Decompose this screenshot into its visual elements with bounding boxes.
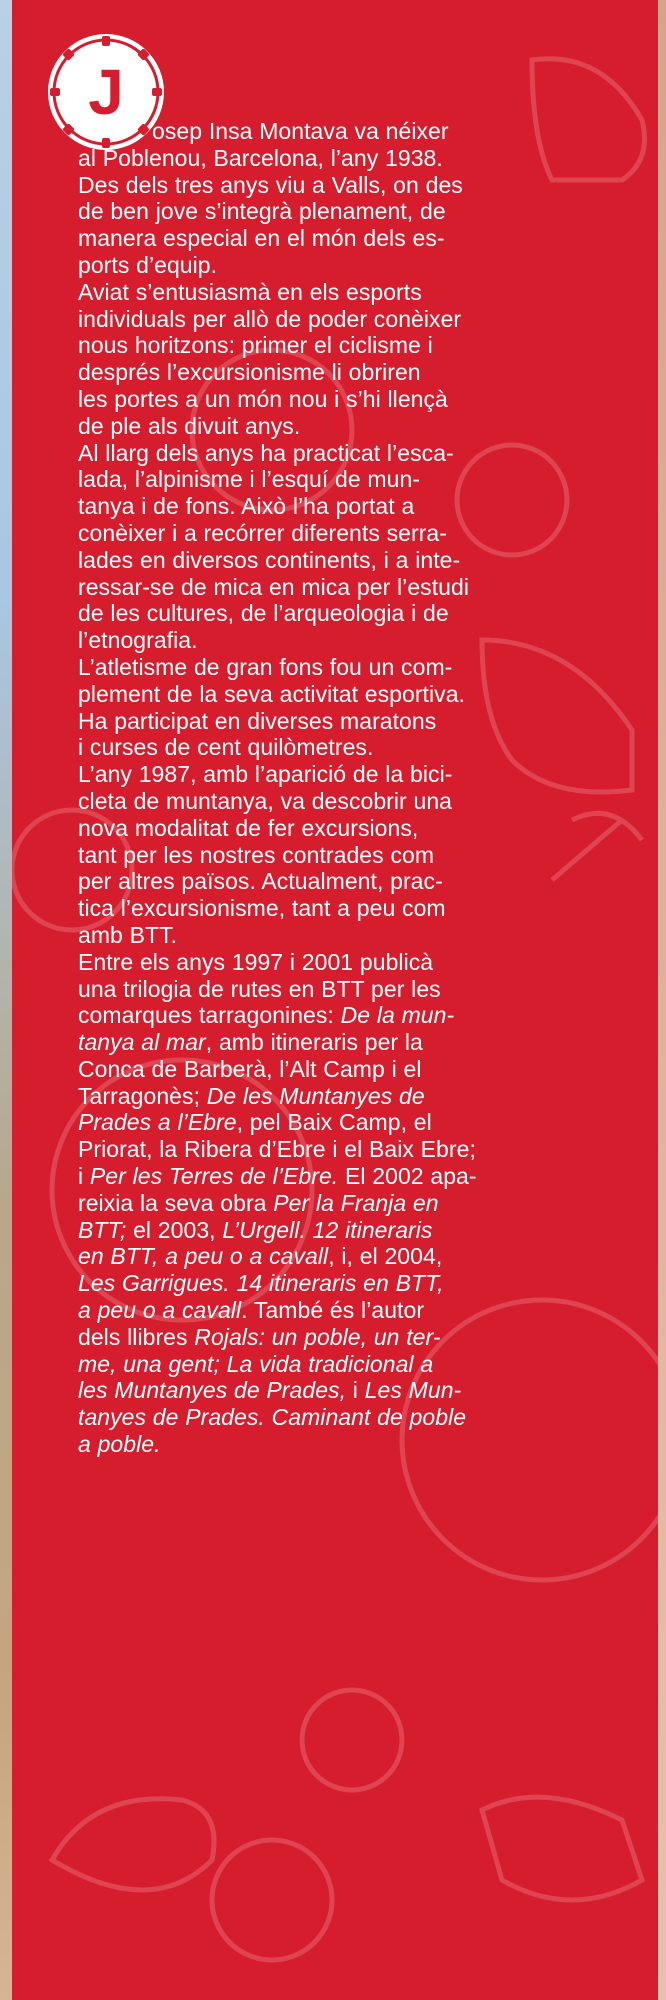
text-segment: Conca de Barberà, l’Alt Camp i el — [78, 1055, 422, 1082]
text-line: per altres països. Actualment, prac- — [78, 868, 443, 895]
paragraph-athletics — [78, 654, 638, 761]
book-title-text: a peu o a cavall — [78, 1297, 242, 1324]
book-title-text: L’Urgell. 12 itineraris — [222, 1216, 433, 1243]
text-line: plement de la seva activitat esportiva. — [78, 680, 465, 707]
text-segment: i — [78, 1163, 90, 1190]
text-segment: , i, el 2004, — [328, 1243, 443, 1270]
text-line — [78, 1243, 638, 1270]
text-line: tant per les nostres contrades com — [78, 841, 435, 868]
text-segment: , pel Baix Camp, el — [236, 1109, 432, 1136]
text-line: nova modalitat de fer excursions, — [78, 814, 419, 841]
text-line: Aviat s’entusiasmà en els esports — [78, 278, 422, 305]
text-line — [78, 1163, 638, 1190]
book-title-text: tanya al mar — [78, 1029, 206, 1056]
text-line — [78, 1297, 638, 1324]
text-line — [78, 1109, 638, 1136]
book-title-text: Les Mun- — [364, 1377, 462, 1404]
text-line — [78, 1190, 638, 1217]
book-title-text: tanyes de Prades. Caminant de poble — [78, 1404, 467, 1431]
text-line: osep Insa Montava va néixer — [152, 118, 449, 144]
text-line: L’atletisme de gran fons fou un com- — [78, 653, 453, 680]
paragraph-publications — [78, 949, 638, 1458]
book-title-text: De les Muntanyes de — [206, 1082, 425, 1109]
text-line — [78, 949, 638, 976]
text-line: cleta de muntanya, va descobrir una — [78, 787, 453, 814]
book-title-text: Per les Terres de l’Ebre. — [89, 1163, 339, 1190]
text-line — [78, 1002, 638, 1029]
paragraph-individual-sports — [78, 279, 638, 440]
text-segment: Entre els anys 1997 i 2001 publicà — [78, 948, 434, 975]
paragraph-mountain-bike — [78, 761, 638, 949]
text-line: l’etnografia. — [78, 627, 198, 654]
book-title-text: Per la Franja en — [273, 1189, 439, 1216]
text-line — [78, 1083, 638, 1110]
text-segment: una trilogia de rutes en BTT per les — [78, 975, 441, 1002]
text-segment: i — [346, 1377, 365, 1404]
text-line: nous horitzons: primer el ciclisme i — [78, 332, 433, 359]
text-line — [78, 1431, 638, 1458]
text-segment: El 2002 apa- — [338, 1163, 477, 1190]
book-title-text: les Muntanyes de Prades, — [78, 1377, 347, 1404]
text-line — [78, 976, 638, 1003]
book-title-text: De la mun- — [340, 1002, 455, 1029]
text-line — [78, 1056, 638, 1083]
text-line: les portes a un món nou i s’hi llençà — [78, 385, 448, 412]
photo-edge-left — [0, 0, 12, 2000]
text-line: ports d’equip. — [78, 251, 218, 278]
text-line: lada, l’alpinisme i l’esquí de mun- — [78, 466, 421, 493]
text-line: i curses de cent quilòmetres. — [78, 734, 374, 761]
text-segment: comarques tarragonines: — [78, 1002, 341, 1029]
paragraph-birth — [78, 118, 638, 279]
photo-edge-right — [658, 0, 666, 2000]
book-title-text: BTT; — [78, 1216, 127, 1243]
book-title-text: en BTT, a peu o a cavall — [78, 1243, 329, 1270]
text-segment: . També és l’autor — [241, 1297, 425, 1324]
paragraph-mountaineering — [78, 440, 638, 654]
text-line: de ple als divuit anys. — [78, 412, 301, 439]
text-line: després l’excursionisme li obriren — [78, 359, 421, 386]
text-segment: , amb itineraris per la — [205, 1029, 423, 1056]
text-line: de ben jove s’integrà plenament, de — [78, 198, 446, 225]
text-line — [78, 1377, 638, 1404]
text-segment: reixia la seva obra — [78, 1189, 274, 1216]
text-segment: el 2003, — [126, 1216, 223, 1243]
book-title-text: Prades a l’Ebre — [78, 1109, 237, 1136]
text-line: manera especial en el món dels es- — [78, 225, 445, 252]
biography-text — [78, 118, 638, 1458]
text-segment: Priorat, la Ribera d’Ebre i el Baix Ebre; — [78, 1136, 476, 1163]
text-line — [78, 1404, 638, 1431]
text-line: tica l’excursionisme, tant a peu com — [78, 895, 446, 922]
book-title-text: Les Garrigues. 14 itineraris en BTT, — [78, 1270, 444, 1297]
text-segment: dels llibres — [78, 1323, 195, 1350]
text-line: de les cultures, de l’arqueologia i de — [78, 600, 449, 627]
text-line: amb BTT. — [78, 921, 178, 948]
initial-letter: J — [88, 56, 124, 128]
text-line — [78, 1029, 638, 1056]
book-title-text: me, una gent; La vida tradicional a — [78, 1350, 434, 1377]
text-line — [78, 1324, 638, 1351]
text-line — [78, 1136, 638, 1163]
text-line: al Poblenou, Barcelona, l’any 1938. — [78, 144, 443, 171]
text-line: L’any 1987, amb l’aparició de la bici- — [78, 761, 453, 788]
text-line: Des dels tres anys viu a Valls, on des — [78, 171, 463, 198]
book-title-text: a poble. — [78, 1431, 161, 1458]
book-title-text: Rojals: un poble, un ter- — [194, 1323, 441, 1350]
text-line: ressar-se de mica en mica per l’estudi — [78, 573, 470, 600]
text-line — [78, 1351, 638, 1378]
text-line: individuals per allò de poder conèixer — [78, 305, 462, 332]
text-line: lades en diversos continents, i a inte- — [78, 546, 461, 573]
text-line: conèixer i a recórrer diferents serra- — [78, 519, 447, 546]
text-line: tanya i de fons. Això l’ha portat a — [78, 493, 415, 520]
text-line — [78, 1217, 638, 1244]
text-line: Al llarg dels anys ha practicat l’esca- — [78, 439, 454, 466]
text-line: Ha participat en diverses maratons — [78, 707, 437, 734]
text-segment: Tarragonès; — [78, 1082, 207, 1109]
text-line — [78, 1270, 638, 1297]
